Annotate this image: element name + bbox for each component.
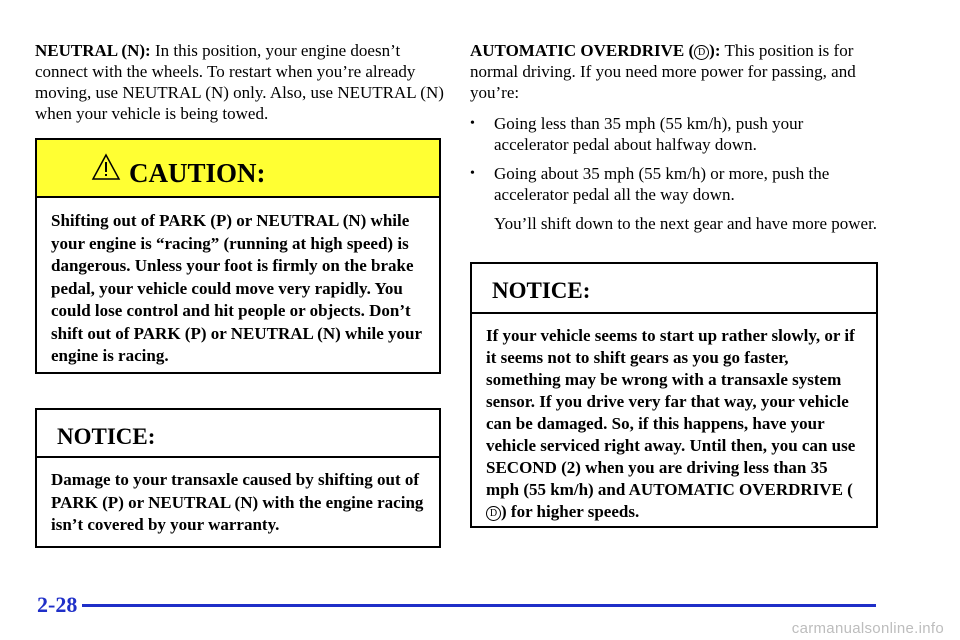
bullet-icon: • (470, 166, 475, 181)
caution-header (37, 140, 439, 198)
notice-right-title: NOTICE: (492, 278, 591, 303)
caution-body: Shifting out of PARK (P) or NEUTRAL (N) while your engine is “racing” (running at high speed) is dangerous. Unless your foot is firmly on the brake pedal, your vehicle could move very rapidly. You could lose control and hit people or objects. Don’t shift out of PARK (P) or NEUTRAL (N) while your engine is racing. (51, 211, 422, 365)
right-column (470, 40, 880, 234)
neutral-paragraph (35, 40, 445, 124)
notice-right-body (472, 314, 876, 523)
overdrive-label-end: ): (709, 41, 721, 60)
notice-box-left (35, 408, 441, 548)
overdrive-paragraph (470, 40, 880, 103)
notice-left-header (37, 410, 439, 458)
page-number: 2-28 (37, 592, 78, 617)
overdrive-label (470, 41, 721, 60)
notice-right-header (472, 264, 876, 314)
bullet-icon: • (470, 116, 475, 131)
neutral-label: NEUTRAL (N): (35, 41, 151, 60)
footer-rule (82, 604, 876, 607)
overdrive-symbol-icon: D (694, 45, 709, 60)
caution-title: CAUTION: (129, 158, 266, 188)
overdrive-symbol-icon: D (486, 506, 501, 521)
neutral-text: In this position, your engine doesn’t connect with the wheels. To restart when you’re already moving, use NEUTRAL (N) only. Also, use NEUTRAL (N) when your vehicle is being towed. (35, 41, 444, 123)
bullet-text: Going less than 35 mph (55 km/h), push your accelerator pedal about halfway down. (494, 114, 804, 154)
caution-box (35, 138, 441, 374)
notice-box-right (470, 262, 878, 528)
bullet-text: Going about 35 mph (55 km/h) or more, push the accelerator pedal all the way down. (494, 164, 830, 204)
notice-left-body: Damage to your transaxle caused by shifting out of PARK (P) or NEUTRAL (N) with the engine racing isn’t covered by your warranty. (51, 470, 424, 534)
watermark: carmanualsonline.info (791, 620, 944, 637)
overdrive-text: This position is for normal driving. If you need more power for passing, and you’re: (470, 41, 856, 102)
notice-left-title: NOTICE: (57, 424, 156, 449)
warning-triangle-icon (91, 153, 121, 181)
list-item (470, 163, 880, 205)
notice-right-body-text: If your vehicle seems to start up rather slowly, or if it seems not to shift gears as you go faster, something may be wrong with a transaxle system sensor. If you drive very far that way, your vehicle can be damaged. So, if this happens, have your vehicle serviced right away. Until then, you can use SECOND (2) when you are driving less than 35 mph (55 km/h) and AUTOMATIC OVERDRIVE ( (486, 326, 856, 499)
left-column (35, 40, 445, 124)
list-item (470, 113, 880, 155)
shift-note: You’ll shift down to the next gear and have more power. (494, 214, 878, 233)
overdrive-bullet-list (470, 113, 880, 205)
notice-right-body-end: ) for higher speeds. (501, 502, 640, 521)
overdrive-label-text: AUTOMATIC OVERDRIVE ( (470, 41, 695, 60)
